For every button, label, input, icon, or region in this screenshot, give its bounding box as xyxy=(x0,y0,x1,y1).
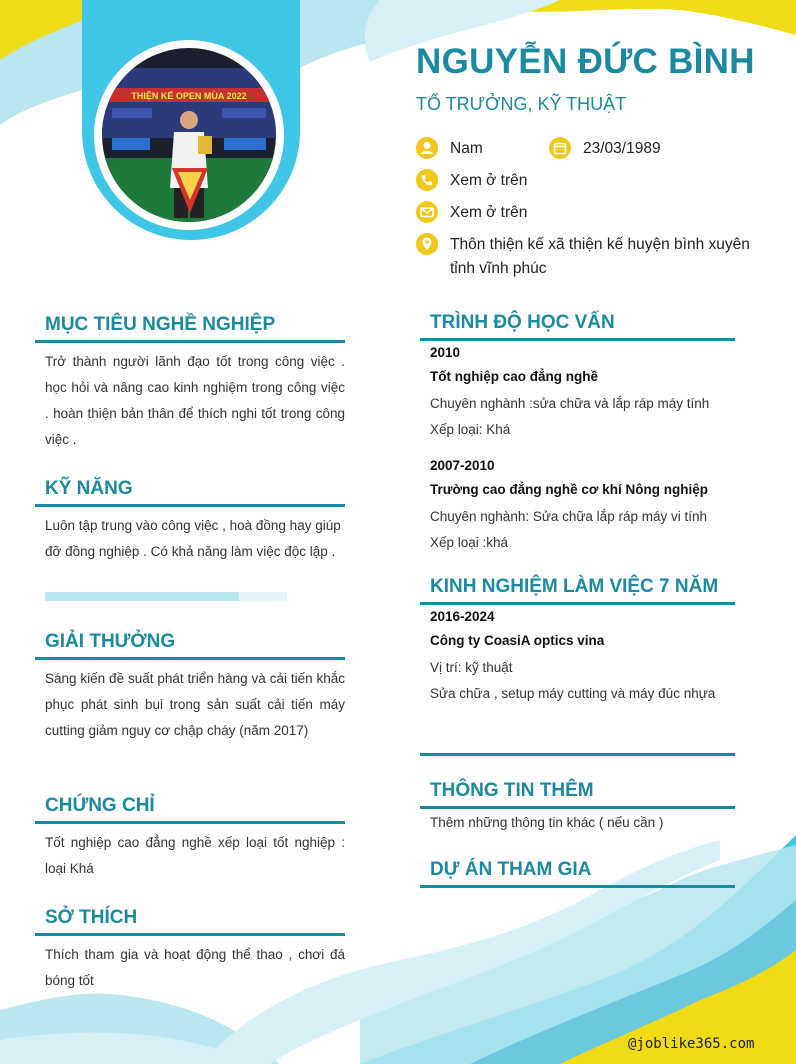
gender-row xyxy=(416,137,483,161)
education-item xyxy=(430,344,709,443)
hobbies-text: Thích tham gia và hoạt động thể thao , chơi đá bóng tốt xyxy=(45,947,345,988)
education-title: TRÌNH ĐỘ HỌC VẤN xyxy=(430,312,615,333)
education-major: Chuyên nghành :sửa chữa và lắp ráp máy tính xyxy=(430,396,710,411)
objective-text: Trở thành người lãnh đạo tốt trong công việc . học hỏi và nâng cao kinh nghiệm trong công việc . hoàn thiện bản thân để thích nghi tốt trong công việc . xyxy=(45,354,345,447)
phone-value: Xem ở trên xyxy=(450,172,528,189)
hobbies-divider xyxy=(35,933,345,936)
skills-title: KỸ NĂNG xyxy=(45,478,133,499)
skill-level-fill xyxy=(45,592,239,601)
awards-text: Sáng kiến đề suất phát triển hàng và cải tiến khắc phục phát sinh bụi trong sản suất cải tiến máy cutting giảm nguy cơ chập cháy (năm 2017) xyxy=(45,671,345,738)
certificates-divider xyxy=(35,821,345,824)
education-year: 2010 xyxy=(430,345,461,360)
objective-title: MỤC TIÊU NGHỀ NGHIỆP xyxy=(45,314,276,335)
projects-title: DỰ ÁN THAM GIA xyxy=(430,859,592,880)
certificates-text: Tốt nghiệp cao đẳng nghề xếp loại tốt nghiệp : loại Khá xyxy=(45,835,345,876)
experience-item xyxy=(430,608,715,707)
phone-icon xyxy=(416,169,438,191)
education-year: 2007-2010 xyxy=(430,458,495,473)
experience-company: Công ty CoasiA optics vina xyxy=(430,633,605,648)
profile-photo xyxy=(102,48,276,222)
education-school: Trường cao đẳng nghề cơ khí Nông nghiệp xyxy=(430,482,708,497)
skills-text: Luôn tập trung vào công việc , hoà đồng hay giúp đỡ đồng nghiệp . Có khả năng làm việc độc lập . xyxy=(45,518,341,559)
watermark: @joblike365.com xyxy=(628,1036,755,1052)
awards-title: GIẢI THƯỞNG xyxy=(45,631,176,652)
calendar-icon xyxy=(549,137,571,159)
phone-row xyxy=(416,169,527,193)
education-school: Tốt nghiệp cao đẳng nghề xyxy=(430,369,598,384)
education-divider xyxy=(420,338,735,341)
experience-title: KINH NGHIỆM LÀM VIỆC 7 NĂM xyxy=(430,576,719,597)
birthdate-value: 23/03/1989 xyxy=(583,140,661,157)
skills-divider xyxy=(35,504,345,507)
extra-info-title: THÔNG TIN THÊM xyxy=(430,780,594,801)
email-row xyxy=(416,201,527,225)
experience-position: Vị trí: kỹ thuật xyxy=(430,660,513,675)
candidate-title: TỔ TRƯỞNG, KỸ THUẬT xyxy=(416,94,627,114)
experience-period: 2016-2024 xyxy=(430,609,495,624)
education-major: Chuyên nghành: Sửa chữa lắp ráp máy vi tính xyxy=(430,509,707,524)
hobbies-title: SỞ THÍCH xyxy=(45,907,138,928)
address-value: Thôn thiện kế xã thiện kế huyện bình xuyên tỉnh vĩnh phúc xyxy=(450,236,750,277)
projects-divider xyxy=(420,885,735,888)
objective-divider xyxy=(35,340,345,343)
email-value: Xem ở trên xyxy=(450,204,528,221)
education-grade: Xếp loại :khá xyxy=(430,535,509,550)
location-pin-icon xyxy=(416,233,438,255)
skill-level-bar xyxy=(45,592,287,601)
address-row xyxy=(416,233,766,281)
candidate-name: NGUYỄN ĐỨC BÌNH xyxy=(416,42,755,81)
extra-info-divider xyxy=(420,806,735,809)
education-grade: Xếp loại: Khá xyxy=(430,422,511,437)
photo-banner-text: THIỆN KẾ OPEN MÙA 2022 xyxy=(131,91,247,101)
education-item xyxy=(430,457,708,556)
gender-value: Nam xyxy=(450,140,483,157)
certificates-title: CHỨNG CHỈ xyxy=(45,795,155,816)
person-icon xyxy=(416,137,438,159)
experience-divider xyxy=(420,602,735,605)
extra-info-text: Thêm những thông tin khác ( nếu cần ) xyxy=(430,815,664,830)
birthdate-row xyxy=(549,137,661,161)
envelope-icon xyxy=(416,201,438,223)
awards-divider xyxy=(35,657,345,660)
experience-description: Sửa chữa , setup máy cutting và máy đúc nhựa xyxy=(430,686,716,701)
experience-end-divider xyxy=(420,753,735,756)
